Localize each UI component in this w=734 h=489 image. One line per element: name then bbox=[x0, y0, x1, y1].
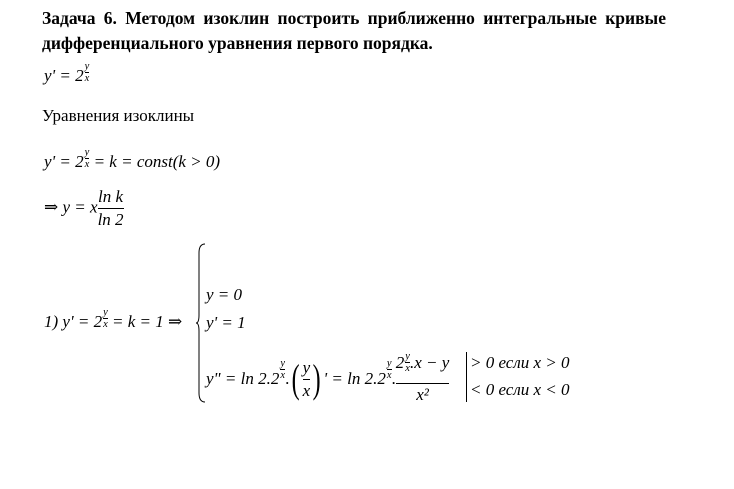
numerator-exponent bbox=[405, 351, 410, 374]
exp-num: y bbox=[405, 351, 410, 362]
exp-den: x bbox=[103, 319, 108, 330]
dot-2: . bbox=[391, 369, 396, 388]
condition-positive: > 0 если x > 0 bbox=[470, 353, 570, 372]
solution-fraction bbox=[98, 186, 124, 231]
isocline-label: Уравнения изоклины bbox=[42, 106, 195, 125]
big-fraction bbox=[396, 352, 449, 406]
fraction-numerator: ln k bbox=[98, 187, 124, 206]
equation-solution bbox=[44, 186, 124, 231]
big-fraction-numerator bbox=[396, 352, 449, 383]
exp-num: y bbox=[280, 357, 286, 369]
condition-divider bbox=[466, 352, 467, 402]
fraction-denominator: x bbox=[302, 380, 311, 400]
dot: . bbox=[285, 369, 290, 388]
case-1-equation bbox=[44, 307, 183, 342]
task-statement: Задача 6. Методом изоклин построить приближенно интегральные кривые дифференциального уравнения первого порядка. bbox=[42, 8, 666, 53]
system-line-2: y' = 1 bbox=[206, 313, 246, 332]
case-1-lhs: 1) y' = 2 bbox=[44, 312, 103, 331]
big-fraction-denominator: x² bbox=[416, 385, 429, 404]
numerator-base: 2 bbox=[395, 353, 405, 372]
exp-den: x bbox=[84, 73, 90, 84]
second-derivative-exponent-2 bbox=[387, 358, 392, 381]
y-over-x-fraction bbox=[303, 357, 311, 402]
second-derivative-lhs: y" = ln 2.2 bbox=[206, 369, 280, 388]
case-1-rhs: = k = 1 ⇒ bbox=[107, 312, 183, 331]
system-brace bbox=[196, 243, 206, 403]
left-paren: ( bbox=[291, 356, 300, 401]
system-line-3 bbox=[206, 352, 449, 406]
case-1-exponent bbox=[103, 307, 108, 330]
equation-isocline bbox=[44, 147, 221, 182]
exp-den: x bbox=[386, 369, 392, 381]
exp-num: y bbox=[84, 61, 90, 72]
system-line-1: y = 0 bbox=[206, 285, 243, 304]
implies-arrow: ⇒ bbox=[44, 197, 59, 217]
fraction-denominator: ln 2 bbox=[97, 210, 124, 229]
equation-isocline-rhs: = k = const(k > 0) bbox=[89, 152, 221, 171]
right-paren: ) bbox=[312, 356, 321, 401]
exp-den: x bbox=[280, 369, 286, 381]
condition-negative: < 0 если x < 0 bbox=[470, 380, 570, 399]
equation-isocline-lhs: y' = 2 bbox=[44, 152, 84, 171]
second-derivative-mid: ' = ln 2.2 bbox=[323, 369, 386, 388]
exp-num: y bbox=[84, 147, 90, 158]
second-derivative-exponent-1 bbox=[280, 358, 285, 381]
equation-ode-lhs: y' = 2 bbox=[44, 66, 84, 85]
fraction-numerator: y bbox=[302, 357, 311, 377]
exp-den: x bbox=[405, 363, 410, 374]
exp-den: x bbox=[84, 159, 90, 170]
equation-solution-lhs: y = x bbox=[58, 197, 98, 217]
numerator-rest: .x − y bbox=[409, 353, 450, 372]
equation-isocline-exponent bbox=[85, 147, 90, 170]
equation-ode bbox=[44, 61, 90, 96]
exp-num: y bbox=[103, 307, 108, 318]
exp-num: y bbox=[386, 357, 392, 369]
equation-ode-exponent bbox=[85, 61, 90, 84]
